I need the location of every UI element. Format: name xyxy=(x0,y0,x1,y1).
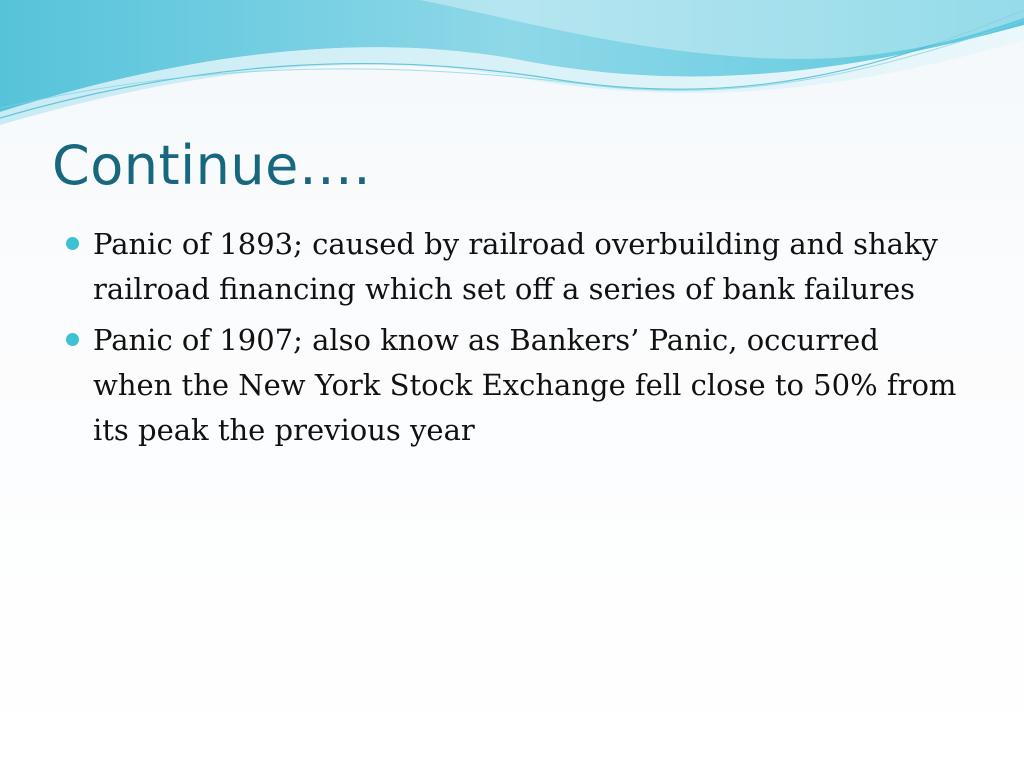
bullet-item-1907 xyxy=(60,318,960,453)
bullet-item-1893 xyxy=(60,222,960,312)
bullet-dot-icon xyxy=(66,333,79,346)
bullet-text: Panic of 1893; caused by railroad overbuilding and shaky railroad financing which set off a series of bank failures xyxy=(93,227,938,306)
bullet-text: Panic of 1907; also know as Bankers’ Panic, occurred when the New York Stock Exchange fell close to 50% from its peak the previous year xyxy=(93,323,957,447)
bullet-list xyxy=(60,222,960,459)
header-wave-decoration xyxy=(0,0,1024,130)
slide-title: Continue…. xyxy=(52,134,371,197)
bullet-dot-icon xyxy=(66,237,79,250)
